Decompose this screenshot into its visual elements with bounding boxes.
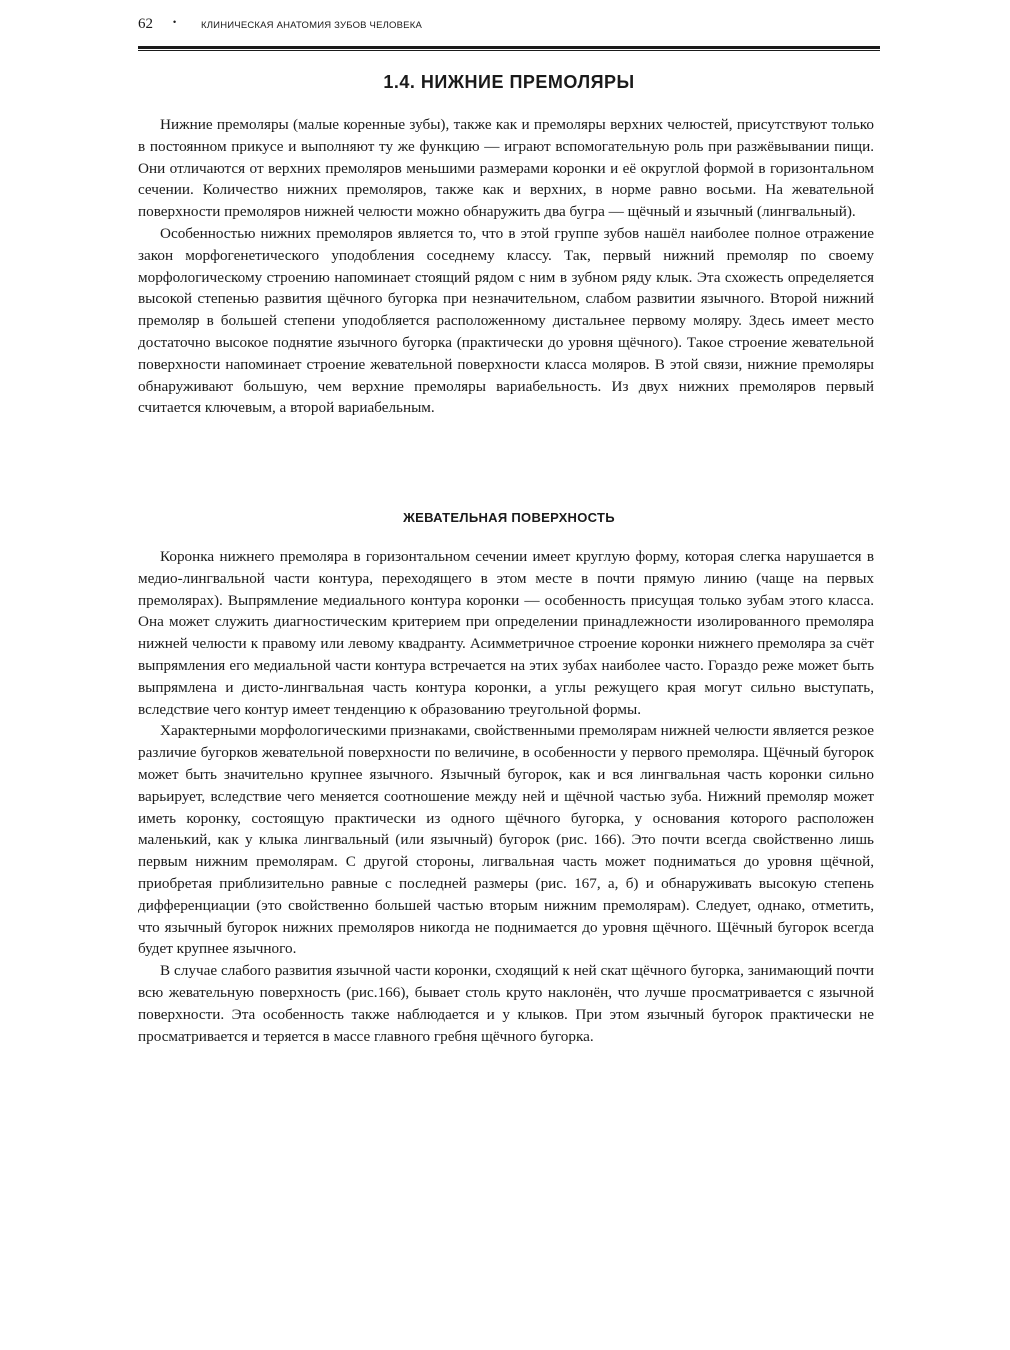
- header-rule-thin: [138, 50, 880, 51]
- paragraph: В случае слабого развития язычной части коронки, сходящий к ней скат щёчного бугорка, занимающий почти всю жевательную поверхность (рис.166), бывает столь круто наклонён, что лучше просматривается с язычной поверхности. Эта особенность также наблюдается и у клыков. При этом язычный бугорок практически не просматривается и теряется в массе главного гребня щёчного бугорка.: [138, 962, 874, 1045]
- paragraph: Нижние премоляры (малые коренные зубы), также как и премоляры верхних челюстей, присутствуют только в постоянном прикусе и выполняют ту же функцию — играют вспомогательную роль при разжёвывании пищи. Они отличаются от верхних премоляров меньшими размерами коронки и её округлой формой в горизонтальном сечении. Количество нижних премоляров, также как и верхних, в норме равно восьми. На жевательной поверхности премоляров нижней челюсти можно обнаружить два бугра — щёчный и язычный (лингвальный).: [138, 116, 874, 221]
- subsection-title: ЖЕВАТЕЛЬНАЯ ПОВЕРХНОСТЬ: [403, 510, 615, 525]
- paragraph: Особенностью нижних премоляров является то, что в этой группе зубов нашёл наиболее полное отражение закон морфогенетического уподобления соседнему классу. Так, первый нижний премоляр по своему морфологическому строению напоминает стоящий рядом с ним в зубном ряду клык. Эта схожесть определяется высокой степенью развития щёчного бугорка при незначительном, слабом развитии язычного. Второй нижний премоляр в большей степени уподобляется расположенному дистальнее первому моляру. Здесь имеет место достаточно высокое поднятие язычного бугорка (практически до уровня щёчного). Такое строение жевательной поверхности напоминает строение жевательной поверхности класса моляров. В этой связи, нижние премоляры обнаруживают большую, чем верхние премоляры вариабельность. Из двух нижних премоляров первый считается ключевым, а второй вариабельным.: [138, 224, 874, 417]
- section-title: 1.4. НИЖНИЕ ПРЕМОЛЯРЫ: [383, 72, 635, 92]
- subsection-body: [138, 546, 874, 1047]
- header-bullet: •: [173, 17, 177, 27]
- paragraph: Коронка нижнего премоляра в горизонтальном сечении имеет круглую форму, которая слегка нарушается в медио-лингвальной части контура, переходящего в этом месте в почти прямую линию (чаще на первых премолярах). Выпрямление медиального контура коронки — особенность присущая только зубам этого класса. Она может служить диагностическим критерием при определении принадлежности изолированного премоляра нижней челюсти к правому или левому квадранту. Асимметричное строение коронки нижнего премоляра за счёт выпрямления его медиальной части контура встречается на этих зубах наиболее часто. Гораздо реже может быть выпрямлена и дисто-лингвальная часть контура коронки, а углы режущего края могут сильно выступать, вследствие чего контур имеет тенденцию к образованию треугольной формы.: [138, 548, 874, 718]
- page-number: 62: [138, 16, 153, 32]
- section-body: [138, 114, 874, 419]
- header-rule: [138, 46, 880, 49]
- running-header: [138, 14, 880, 38]
- paragraph: Характерными морфологическими признаками, свойственными премолярам нижней челюсти является резкое различие бугорков жевательной поверхности по величине, в особенности у первого премоляра. Щёчный бугорок может быть значительно крупнее язычного. Язычный бугорок, как и вся лингвальная часть коронки сильно варьирует, вследствие чего меняется соотношение между ней и щёчной частью зуба. Нижний премоляр может иметь коронку, состоящую практически из одного щёчного бугорка, у основания которого расположен маленький, как у клыка лингвальный (или язычный) бугорок (рис. 166). Это почти всегда свойственно лишь первым нижним премолярам. С другой стороны, лигвальная часть может подниматься до уровня щёчной, приобретая приблизительно равные с последней размеры (рис. 167, а, б) и обнаруживать высокую степень дифференциации (это свойственно большей частью вторым нижним премолярам). Следует, однако, отметить, что язычный бугорок нижних премоляров никогда не поднимается до уровня щёчного. Щёчный бугорок всегда будет крупнее язычного.: [138, 722, 875, 958]
- running-title: КЛИНИЧЕСКАЯ АНАТОМИЯ ЗУБОВ ЧЕЛОВЕКА: [201, 20, 422, 31]
